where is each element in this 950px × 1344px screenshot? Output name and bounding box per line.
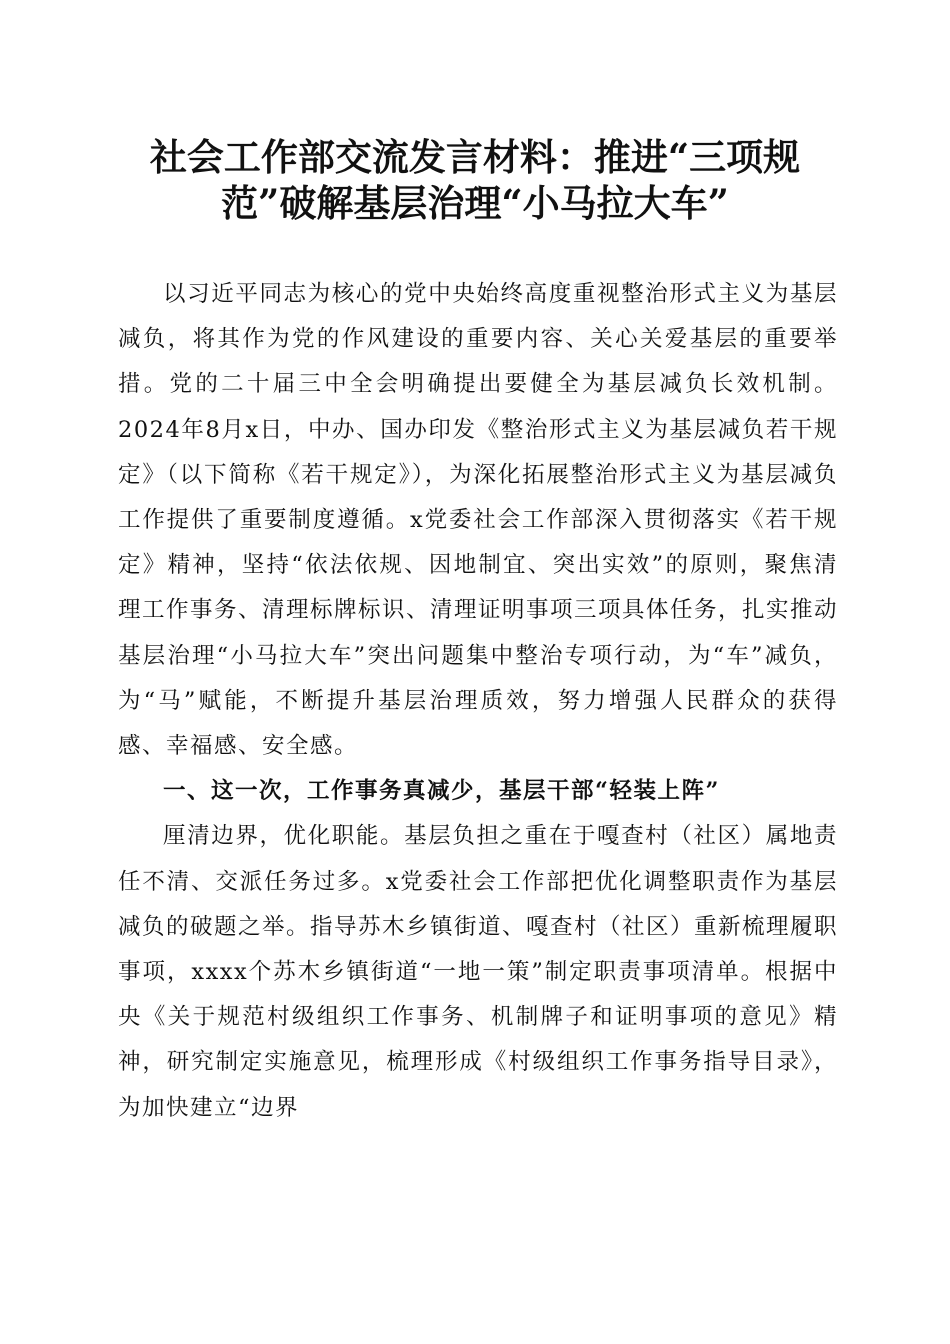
section-1-paragraph: 厘清边界，优化职能。基层负担之重在于嘎查村（社区）属地责任不清、交派任务过多。x党委社会工作部把优化调整职责作为基层减负的破题之举。指导苏木乡镇街道、嘎查村（社区）重新梳理履职事项，xxxx个苏木乡镇街道“一地一策”制定职责事项清单。根据中央《关于规范村级组织工作事务、机制牌子和证明事项的意见》精神，研究制定实施意见，梳理形成《村级组织工作事务指导目录》，为加快建立“边界 <box>118 823 839 1121</box>
title-line-1: 社会工作部交流发言材料：推进“三项规 <box>149 135 801 179</box>
title-line-2: 范”破解基层治理“小马拉大车” <box>221 181 729 225</box>
document-body <box>118 272 838 1131</box>
document-title <box>120 134 830 226</box>
intro-paragraph: 以习近平同志为核心的党中央始终高度重视整治形式主义为基层减负，将其作为党的作风建设的重要内容、关心关爱基层的重要举措。党的二十届三中全会明确提出要健全为基层减负长效机制。2024年8月x日，中办、国办印发《整治形式主义为基层减负若干规定》（以下简称《若干规定》），为深化拓展整治形式主义为基层减负工作提供了重要制度遵循。x党委社会工作部深入贯彻落实《若干规定》精神，坚持“依法依规、因地制宜、突出实效”的原则，聚焦清理工作事务、清理标牌标识、清理证明事项三项具体任务，扎实推动基层治理“小马拉大车”突出问题集中整治专项行动，为“车”减负，为“马”赋能，不断提升基层治理质效，努力增强人民群众的获得感、幸福感、安全感。 <box>118 281 839 760</box>
section-heading-1: 一、这一次，工作事务真减少，基层干部“轻装上阵” <box>163 778 720 805</box>
